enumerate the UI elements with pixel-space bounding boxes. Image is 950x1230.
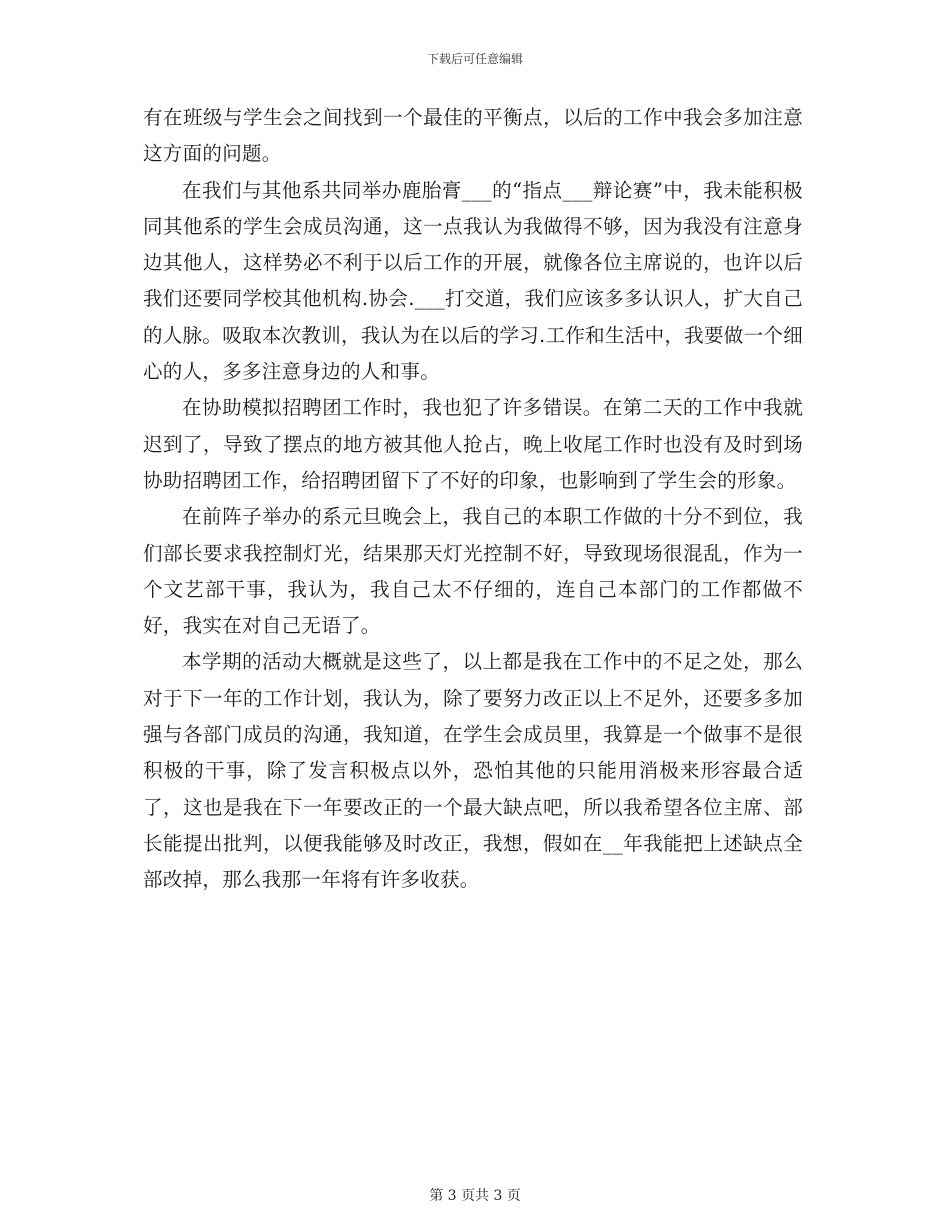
paragraph-recruitment: 在协助模拟招聘团工作时，我也犯了许多错误。在第二天的工作中我就迟到了，导致了摆点的地方被其他人抢占，晚上收尾工作时也没有及时到场协助招聘团工作，给招聘团留下了不好的印象，也影响到了学生会的形象。 — [143, 396, 803, 492]
paragraph-continuation: 有在班级与学生会之间找到一个最佳的平衡点，以后的工作中我会多加注意这方面的问题。 — [143, 106, 803, 166]
paragraph-debate: 在我们与其他系共同举办鹿胎膏___的“指点___辩论赛”中，我未能积极同其他系的学生会成员沟通，这一点我认为我做得不够，因为我没有注意身边其他人，这样势必不利于以后工作的开展，就像各位主席说的，也许以后我们还要同学校其他机构.协会.___打交道，我们应该多多认识人，扩大自己的人脉。吸取本次教训，我认为在以后的学习.工作和生活中，我要做一个细心的人，多多注意身边的人和事。 — [143, 178, 803, 384]
paragraph-new-year-gala: 在前阵子举办的系元旦晚会上，我自己的本职工作做的十分不到位，我们部长要求我控制灯光，结果那天灯光控制不好，导致现场很混乱，作为一个文艺部干事，我认为，我自己太不仔细的，连自己本部门的工作都做不好，我实在对自己无语了。 — [143, 505, 803, 638]
page-header: 下载后可任意编辑 — [426, 52, 523, 66]
page-footer: 第 3 页共 3 页 — [429, 1188, 521, 1204]
paragraph-plan: 本学期的活动大概就是这些了，以上都是我在工作中的不足之处，那么对于下一年的工作计划，我认为，除了要努力改正以上不足外，还要多多加强与各部门成员的沟通，我知道，在学生会成员里，我算是一个做事不是很积极的干事，除了发言积极点以外，恐怕其他的只能用消极来形容最合适了，这也是我在下一年要改正的一个最大缺点吧，所以我希望各位主席、部长能提出批判，以便我能够及时改正，我想，假如在__年我能把上述缺点全部改掉，那么我那一年将有许多收获。 — [143, 650, 803, 892]
document-body — [143, 100, 803, 899]
